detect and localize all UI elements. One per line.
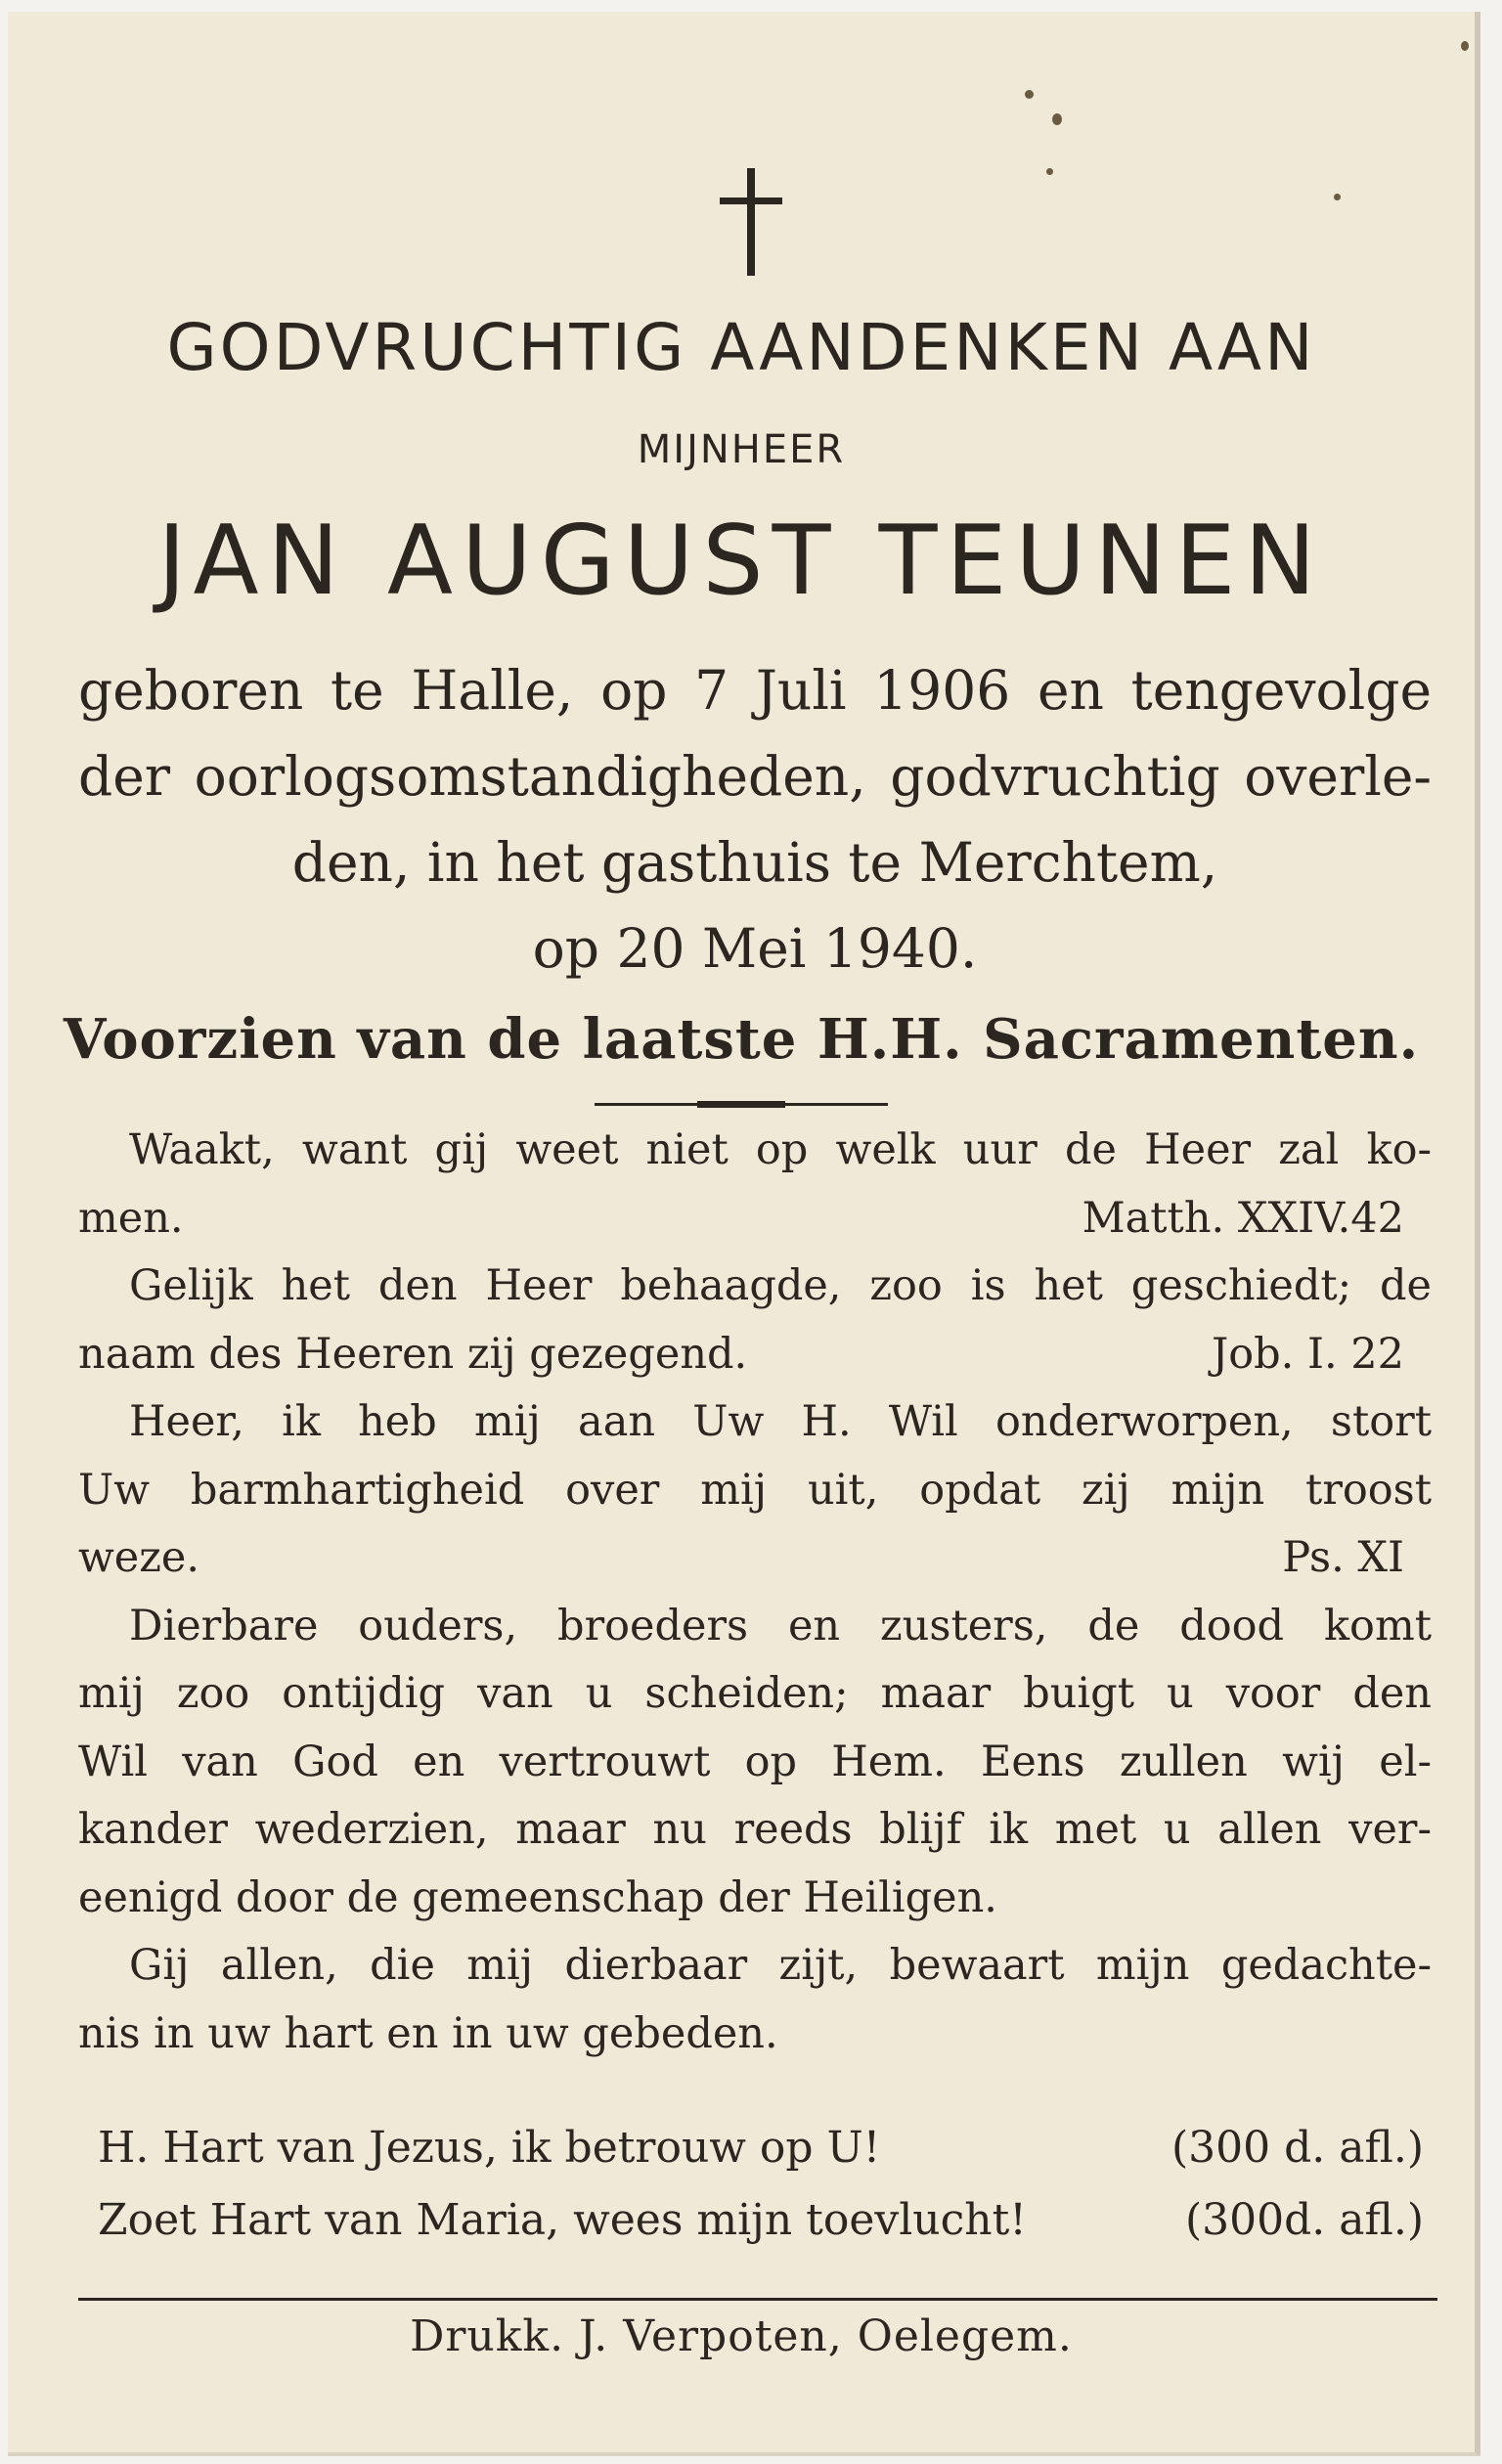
born-line: den, in het gasthuis te Merchtem, <box>291 831 1218 894</box>
verses-block <box>78 1117 1432 2068</box>
prayer-text: H. Hart van Jezus, ik betrouw op U! <box>98 2123 881 2173</box>
born-line: geboren te Halle, op 7 Juli 1906 en tengevolge <box>78 659 1432 722</box>
age-spot <box>1046 168 1053 175</box>
printer-credit: Drukk. J. Verpoten, Oelegem. <box>410 2311 1073 2361</box>
memorial-card <box>8 12 1480 2456</box>
verse-line: Uw barmhartigheid over mij uit, opdat zij mijn troost <box>78 1465 1432 1515</box>
born-line: op 20 Mei 1940. <box>532 917 978 980</box>
verse-line: Dierbare ouders, broeders en zusters, de dood komt <box>129 1601 1432 1650</box>
birth-death-text <box>78 647 1432 991</box>
verse-reference: Ps. XI <box>1282 1533 1404 1582</box>
verse-line: Gij allen, die mij dierbaar zijt, bewaart mijn gedachte- <box>129 1941 1432 1990</box>
verse-reference: Matth. XXIV.42 <box>1082 1193 1404 1243</box>
card-heading: GODVRUCHTIG AANDENKEN AAN <box>166 310 1316 385</box>
footer-divider <box>78 2298 1437 2301</box>
indulgence-note: (300d. afl.) <box>1184 2195 1424 2245</box>
age-spot <box>1025 90 1034 99</box>
sacraments-line: Voorzien van de laatste H.H. Sacramenten. <box>63 1007 1420 1072</box>
verse-line: eenigd door de gemeenschap der Heiligen. <box>78 1872 997 1922</box>
verse-text: naam des Heeren zij gezegend. <box>78 1329 748 1379</box>
prayer-text: Zoet Hart van Maria, wees mijn toevlucht! <box>98 2195 1027 2245</box>
card-title: MIJNHEER <box>637 427 846 472</box>
indulgence-note: (300 d. afl.) <box>1171 2123 1424 2173</box>
verse-line <box>78 1185 1432 1254</box>
verse-line: Gelijk het den Heer behaagde, zoo is het geschiedt; de <box>129 1261 1432 1310</box>
verse-line: nis in uw hart en in uw gebeden. <box>78 2008 778 2058</box>
age-spot <box>1052 113 1062 125</box>
verse-line: Wil van God en vertrouwt op Hem. Eens zullen wij el- <box>78 1737 1432 1786</box>
prayers-block <box>98 2112 1424 2257</box>
age-spot <box>1334 194 1341 200</box>
cross-icon <box>712 168 790 276</box>
prayer-line <box>98 2184 1424 2257</box>
verse-text: men. <box>78 1193 184 1243</box>
born-line: der oorlogsomstandigheden, godvruchtig overle- <box>78 745 1432 808</box>
prayer-line <box>98 2112 1424 2184</box>
verse-text: weze. <box>78 1533 200 1582</box>
verse-line: Waakt, want gij weet niet op welk uur de Heer zal ko- <box>129 1125 1432 1174</box>
verse-line: kander wederzien, maar nu reeds blijf ik met u allen ver- <box>78 1805 1432 1854</box>
age-spot <box>1461 41 1469 51</box>
ornamental-divider <box>595 1103 888 1106</box>
verse-line: Heer, ik heb mij aan Uw H. Wil onderworpen, stort <box>129 1397 1432 1446</box>
verse-reference: Job. I. 22 <box>1211 1329 1404 1379</box>
verse-line <box>78 1321 1432 1389</box>
verse-line: mij zoo ontijdig van u scheiden; maar buigt u voor den <box>78 1669 1432 1718</box>
deceased-name: JAN AUGUST TEUNEN <box>157 506 1325 617</box>
verse-line <box>78 1524 1432 1593</box>
